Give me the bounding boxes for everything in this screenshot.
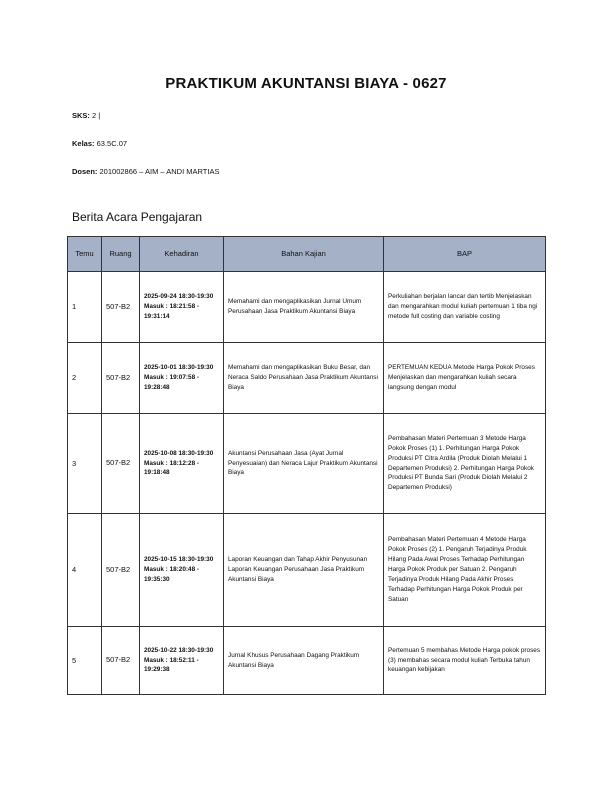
jadwal-text: 2025-10-01 18:30-19:30	[144, 364, 214, 372]
bap-cell: Pembahasan Materi Pertemuan 4 Metode Harga Pokok Proses (2) 1. Pengaruh Terjadinya Produk Hilang Pada Awal Proses Terhadap Perhitungan Harga Pokok Produk per Satuan 2. Pengaruh Terjadinya Produk Hilang Pada Akhir Proses Terhadap Perhitungan Harga Pokok Produk per Satuan	[384, 514, 546, 627]
ruang-cell: 507-B2	[102, 414, 140, 514]
sks-value: 2 |	[92, 111, 101, 120]
temu-cell: 3	[68, 414, 102, 514]
bahan-cell: Memahami dan mengaplikasikan Buku Besar, dan Neraca Saldo Perusahaan Jasa Praktikum Akuntansi Biaya	[224, 343, 384, 414]
ruang-cell: 507-B2	[102, 343, 140, 414]
section-title: Berita Acara Pengajaran	[72, 210, 203, 224]
temu-cell: 2	[68, 343, 102, 414]
ruang-cell: 507-B2	[102, 627, 140, 695]
masuk-text: Masuk : 19:07:58 - 19:28:48	[144, 374, 200, 391]
header-temu: Temu	[68, 237, 102, 272]
table-row	[68, 627, 546, 695]
bahan-cell: Memahami dan mengaplikasikan Jurnal Umum Perusahaan Jasa Praktikum Akuntansi Biaya	[224, 272, 384, 343]
dosen-label: Dosen:	[72, 167, 98, 176]
bahan-cell: Jurnal Khusus Perusahaan Dagang Praktikum Akuntansi Biaya	[224, 627, 384, 695]
table-row	[68, 343, 546, 414]
temu-cell: 5	[68, 627, 102, 695]
bap-cell: PERTEMUAN KEDUA Metode Harga Pokok Proses Menjelaskan dan mengarahkan kuliah secara langsung dengan modul	[384, 343, 546, 414]
header-bap: BAP	[384, 237, 546, 272]
kehadiran-cell	[140, 272, 224, 343]
ruang-cell: 507-B2	[102, 272, 140, 343]
jadwal-text: 2025-09-24 18:30-19:30	[144, 293, 214, 301]
kehadiran-cell	[140, 514, 224, 627]
bap-cell: Pertemuan 5 membahas Metode Harga pokok proses (3) membahas secara modul kuliah Terbuka tahun keuangan kebijakan	[384, 627, 546, 695]
jadwal-text: 2025-10-08 18:30-19:30	[144, 449, 214, 457]
header-ruang: Ruang	[102, 237, 140, 272]
bap-cell: Perkuliahan berjalan lancar dan tertib Menjelaskan dan mengarahkan modul kuliah pertemuan 1 tiba ngi metode full costing dan variable costing	[384, 272, 546, 343]
kelas-line	[72, 139, 127, 148]
temu-cell: 4	[68, 514, 102, 627]
bahan-cell: Laporan Keuangan dan Tahap Akhir Penyusunan Laporan Keuangan Perusahaan Jasa Praktikum Akuntansi Biaya	[224, 514, 384, 627]
kelas-value: 63.5C.07	[96, 139, 128, 148]
table-header-row	[68, 237, 546, 272]
table-row	[68, 514, 546, 627]
masuk-text: Masuk : 18:21:58 - 19:31:14	[144, 303, 200, 320]
table-row	[68, 272, 546, 343]
temu-cell: 1	[68, 272, 102, 343]
sks-line	[72, 111, 100, 120]
masuk-text: Masuk : 18:52:11 - 19:29:38	[144, 656, 199, 674]
table-row	[68, 414, 546, 514]
teaching-record-table	[67, 236, 546, 695]
jadwal-text: 2025-10-22 18:30-19:30	[144, 646, 214, 654]
dosen-line	[72, 167, 219, 176]
kehadiran-cell	[140, 414, 224, 514]
masuk-text: Masuk : 18:20:48 - 19:35:30	[144, 566, 200, 583]
bap-cell: Pembahasan Materi Pertemuan 3 Metode Harga Pokok Proses (1) 1. Perhitungan Harga Pokok Produksi PT Citra Ardila (Produk Diolah Melalui 1 Departemen Produksi) 2. Perhitungan Harga Pokok Produksi PT Bunda Sari (Produk Diolah Melalui 2 Departemen Produksi)	[384, 414, 546, 514]
kehadiran-cell	[140, 627, 224, 695]
dosen-value: 201002866 – AIM – ANDI MARTIAS	[99, 167, 220, 176]
header-bahan-kajian: Bahan Kajian	[224, 237, 384, 272]
kelas-label: Kelas:	[72, 139, 95, 148]
page-title: PRAKTIKUM AKUNTANSI BIAYA - 0627	[165, 75, 447, 92]
jadwal-text: 2025-10-15 18:30-19:30	[144, 556, 214, 564]
bahan-cell: Akuntansi Perusahaan Jasa (Ayat Jurnal Penyesuaian) dan Neraca Lajur Praktikum Akuntansi Biaya	[224, 414, 384, 514]
kehadiran-cell	[140, 343, 224, 414]
masuk-text: Masuk : 18:12:28 - 19:18:48	[144, 459, 200, 477]
sks-label: SKS:	[72, 111, 90, 120]
header-kehadiran: Kehadiran	[140, 237, 224, 272]
ruang-cell: 507-B2	[102, 514, 140, 627]
